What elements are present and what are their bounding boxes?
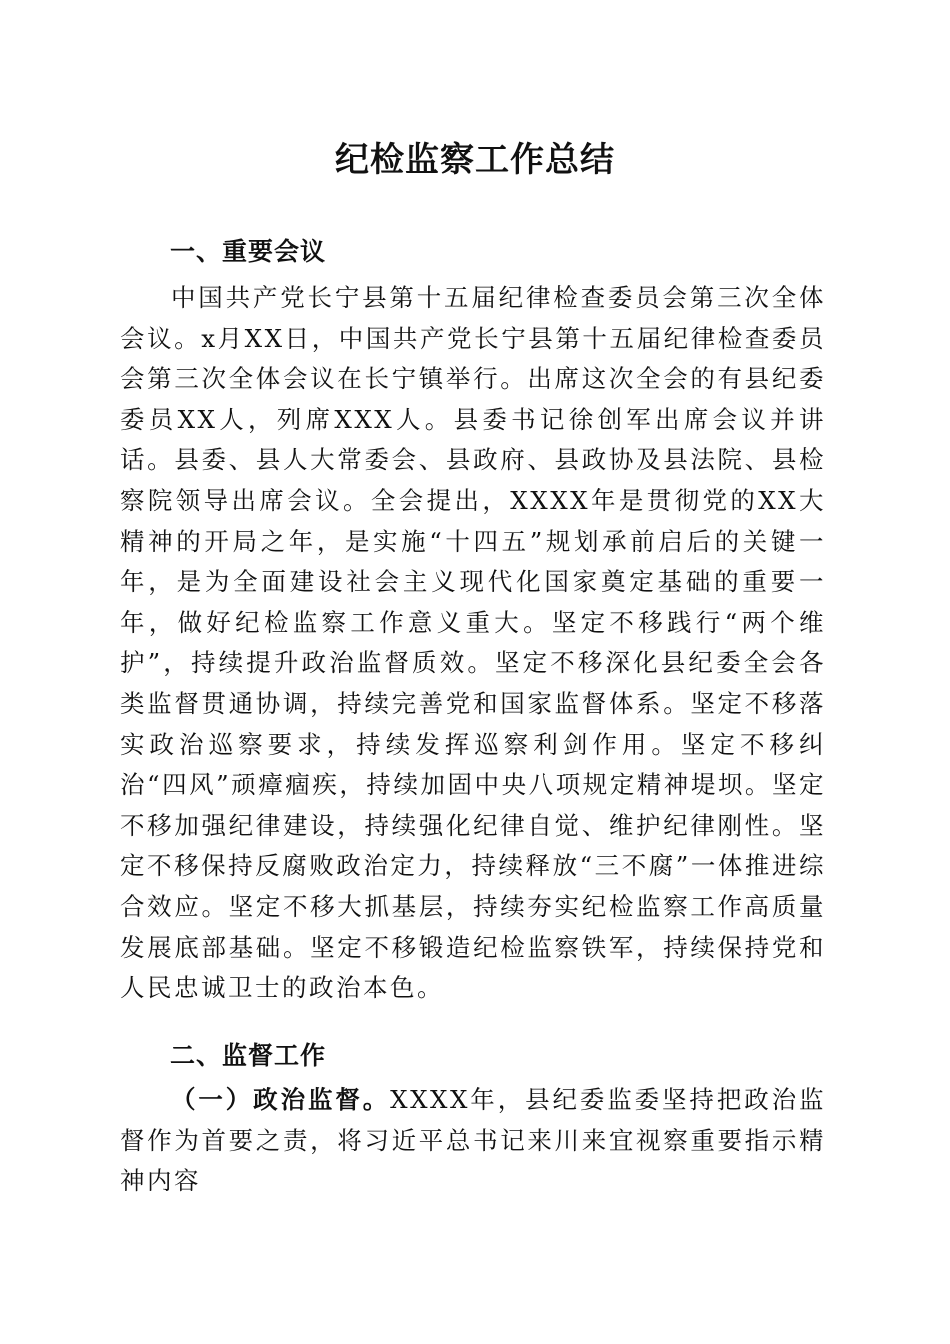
paragraph-meetings: 中国共产党长宁县第十五届纪律检查委员会第三次全体会议。x月XX日，中国共产党长宁县第十五届纪律检查委员会第三次全体会议在长宁镇举行。出席这次全会的有县纪委委员XX人，列席XXX人。县委书记徐创军出席会议并讲话。县委、县人大常委会、县政府、县政协及县法院、县检察院领导出席会议。全会提出，XXXX年是贯彻党的XX大精神的开局之年，是实施“十四五”规划承前启后的关键一年，是为全面建设社会主义现代化国家奠定基础的重要一年，做好纪检监察工作意义重大。坚定不移践行“两个维护”，持续提升政治监督质效。坚定不移深化县纪委全会各类监督贯通协调，持续完善党和国家监督体系。坚定不移落实政治巡察要求，持续发挥巡察利剑作用。坚定不移纠治“四风”顽瘴痼疾，持续加固中央八项规定精神堤坝。坚定不移加强纪律建设，持续强化纪律自觉、维护纪律刚性。坚定不移保持反腐败政治定力，持续释放“三不腐”一体推进综合效应。坚定不移大抓基层，持续夯实纪检监察工作高质量发展底部基础。坚定不移锻造纪检监察铁军，持续保持党和人民忠诚卫士的政治本色。	[120, 283, 826, 1003]
paragraph-political-supervision	[120, 1080, 826, 1202]
subheading-political-supervision: （一）政治监督。	[171, 1085, 391, 1114]
section-heading-meetings: 一、重要会议	[170, 237, 327, 266]
document-title: 纪检监察工作总结	[335, 140, 615, 180]
section-body-meetings	[120, 278, 826, 1009]
section-heading-supervision: 二、监督工作	[170, 1041, 327, 1070]
paragraph-political-supervision-text: XXXX年，县纪委监委坚持把政治监督作为首要之责，将习近平总书记来川来宜视察重要指示精神内容	[120, 1085, 826, 1196]
section-body-supervision	[120, 1080, 826, 1202]
